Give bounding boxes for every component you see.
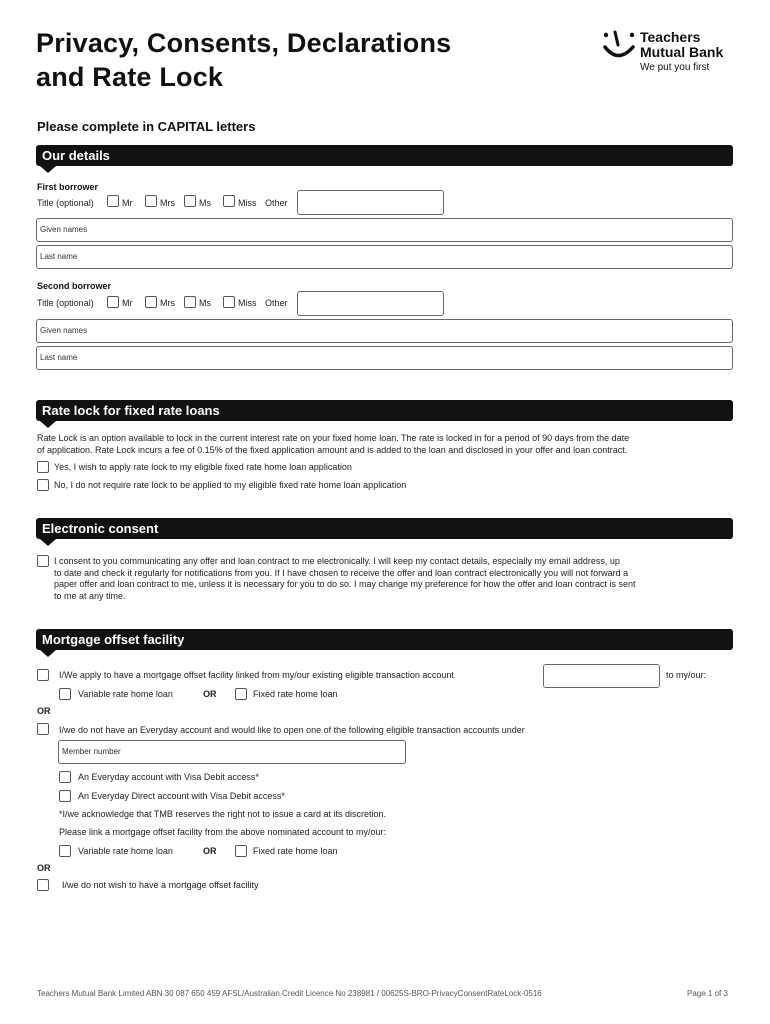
given-names-label-2: Given names	[40, 326, 88, 335]
logo-tagline: We put you first	[640, 62, 710, 73]
option-ms-2: Ms	[199, 298, 211, 308]
given-names-field-1[interactable]	[36, 218, 733, 242]
last-name-label-2: Last name	[40, 353, 78, 362]
page-number: Page 1 of 3	[687, 989, 728, 998]
everyday-direct-checkbox[interactable]	[59, 790, 71, 802]
to-my-our-label: to my/our:	[666, 670, 707, 680]
or-divider-2: OR	[37, 863, 51, 873]
please-link-text: Please link a mortgage offset facility from the above nominated account to my/our:	[59, 827, 387, 837]
title-other-input-1[interactable]	[297, 190, 444, 215]
card-acknowledgement: *I/we acknowledge that TMB reserves the right not to issue a card at its discretion.	[59, 809, 386, 819]
instruction-text: Please complete in CAPITAL letters	[37, 119, 256, 134]
section-arrow	[40, 166, 56, 173]
rate-lock-description	[37, 433, 737, 456]
section-header-rate-lock: Rate lock for fixed rate loans	[36, 400, 733, 421]
member-number-label: Member number	[62, 747, 121, 756]
no-offset-checkbox[interactable]	[37, 879, 49, 891]
given-names-field-2[interactable]	[36, 319, 733, 343]
page-title-line-1: Privacy, Consents, Declarations	[36, 28, 452, 58]
new-variable-label: Variable rate home loan	[78, 846, 173, 856]
smile-logo-icon	[602, 30, 636, 66]
option-mrs-1: Mrs	[160, 198, 175, 208]
second-borrower-label: Second borrower	[37, 281, 112, 291]
last-name-field-2[interactable]	[36, 346, 733, 370]
offset-existing-checkbox[interactable]	[37, 669, 49, 681]
option-mr-1: Mr	[122, 198, 133, 208]
existing-variable-label: Variable rate home loan	[78, 689, 173, 699]
given-names-label-1: Given names	[40, 225, 88, 234]
consent-line-2: to date and check it regularly for notifications from you. If I have chosen to receive the offer and loan contract electronically you will not forward a	[54, 567, 629, 578]
section-header-mortgage-offset: Mortgage offset facility	[36, 629, 733, 650]
option-other-1: Other	[265, 198, 288, 208]
existing-fixed-label: Fixed rate home loan	[253, 689, 338, 699]
section-arrow	[40, 421, 56, 428]
footer-legal-text: Teachers Mutual Bank Limited ABN 30 087 650 459 AFSL/Australian Credit Licence No 238981 / 00625S-BRO-PrivacyConsentRateLock-0516	[37, 989, 542, 998]
first-borrower-label: First borrower	[37, 182, 99, 192]
last-name-field-1[interactable]	[36, 245, 733, 269]
new-fixed-label: Fixed rate home loan	[253, 846, 338, 856]
title-optional-label-2: Title (optional)	[37, 298, 94, 308]
rate-lock-no-label: No, I do not require rate lock to be applied to my eligible fixed rate home loan application	[54, 480, 407, 490]
logo-line-2: Mutual Bank	[640, 44, 724, 60]
new-fixed-checkbox[interactable]	[235, 845, 247, 857]
rate-lock-yes-checkbox[interactable]	[37, 461, 49, 473]
page-title	[36, 26, 451, 94]
option-mr-2: Mr	[122, 298, 133, 308]
section-arrow	[40, 650, 56, 657]
offset-new-account-label: I/we do not have an Everyday account and would like to open one of the following eligible transaction accounts under	[59, 725, 525, 735]
option-miss-1: Miss	[238, 198, 257, 208]
section-arrow	[40, 539, 56, 546]
option-other-2: Other	[265, 298, 288, 308]
existing-or-label: OR	[203, 689, 217, 699]
everyday-direct-label: An Everyday Direct account with Visa Debit access*	[78, 791, 285, 801]
existing-variable-checkbox[interactable]	[59, 688, 71, 700]
checkbox-miss-2[interactable]	[223, 296, 235, 308]
rate-lock-no-checkbox[interactable]	[37, 479, 49, 491]
offset-existing-label: I/We apply to have a mortgage offset facility linked from my/our existing eligible transaction account	[59, 670, 454, 680]
checkbox-ms-1[interactable]	[184, 195, 196, 207]
checkbox-miss-1[interactable]	[223, 195, 235, 207]
logo-line-1: Teachers	[640, 29, 701, 45]
or-divider-1: OR	[37, 706, 51, 716]
checkbox-mrs-1[interactable]	[145, 195, 157, 207]
consent-line-1: I consent to you communicating any offer and loan contract to me electronically. I will keep my contact details, especially my email address, up	[54, 556, 620, 566]
teachers-mutual-bank-logo	[602, 29, 724, 73]
option-miss-2: Miss	[238, 298, 257, 308]
option-ms-1: Ms	[199, 198, 211, 208]
page-title-line-2: and Rate Lock	[36, 62, 224, 92]
existing-fixed-checkbox[interactable]	[235, 688, 247, 700]
electronic-consent-checkbox[interactable]	[37, 555, 49, 567]
new-variable-checkbox[interactable]	[59, 845, 71, 857]
offset-new-account-checkbox[interactable]	[37, 723, 49, 735]
new-or-label: OR	[203, 846, 217, 856]
checkbox-mr-2[interactable]	[107, 296, 119, 308]
checkbox-ms-2[interactable]	[184, 296, 196, 308]
title-optional-label: Title (optional)	[37, 198, 94, 208]
section-header-our-details: Our details	[36, 145, 733, 166]
consent-line-3: paper offer and loan contract to me, unless it is necessary for you to do so. I may change my preference for how the offer and loan contract is sent	[54, 579, 636, 589]
no-offset-label: I/we do not wish to have a mortgage offset facility	[62, 880, 259, 890]
option-mrs-2: Mrs	[160, 298, 175, 308]
rate-lock-yes-label: Yes, I wish to apply rate lock to my eligible fixed rate home loan application	[54, 462, 352, 472]
checkbox-mr-1[interactable]	[107, 195, 119, 207]
last-name-label-1: Last name	[40, 252, 78, 261]
existing-account-input[interactable]	[543, 664, 660, 688]
rate-lock-text-line-1: Rate Lock is an option available to lock in the current interest rate on your fixed home loan. The rate is locked in for a period of 90 days from the date	[37, 433, 630, 443]
title-other-input-2[interactable]	[297, 291, 444, 316]
member-number-field[interactable]	[58, 740, 406, 764]
everyday-visa-checkbox[interactable]	[59, 771, 71, 783]
rate-lock-text-line-2: of application. Rate Lock incurs a fee of 0.15% of the fixed application amount and is added to the loan and disclosed in your offer and loan contract.	[37, 444, 628, 455]
checkbox-mrs-2[interactable]	[145, 296, 157, 308]
everyday-visa-label: An Everyday account with Visa Debit access*	[78, 772, 259, 782]
logo-wordmark	[640, 30, 723, 60]
electronic-consent-text	[54, 556, 744, 602]
consent-line-4: to me at any time.	[54, 590, 126, 601]
section-header-electronic-consent: Electronic consent	[36, 518, 733, 539]
